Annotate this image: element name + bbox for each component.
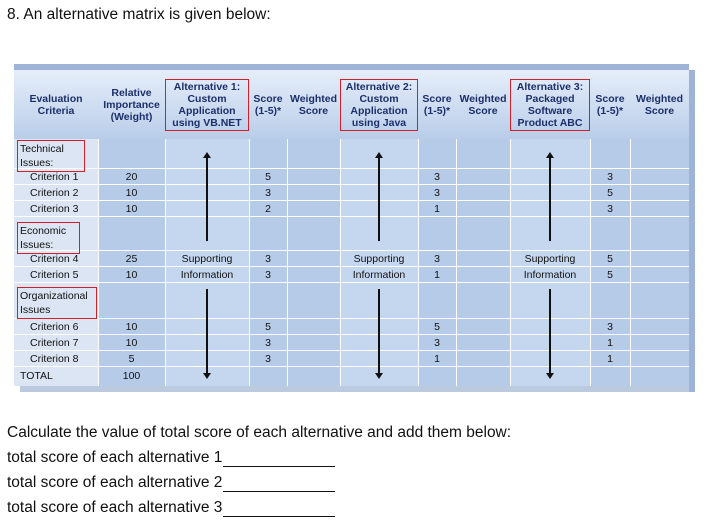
score-alt2: 3	[434, 252, 440, 265]
group-technical-issues: Technical Issues:	[17, 140, 85, 172]
score-alt3: 3	[607, 320, 613, 333]
score-alt3: 3	[607, 202, 613, 215]
header-relative-importance: Relative Importance (Weight)	[103, 86, 160, 123]
header-score-1: Score (1-5)*	[253, 92, 283, 117]
criterion-weight: 10	[125, 268, 138, 281]
score-alt3: 5	[607, 268, 613, 281]
criterion-weight: 10	[125, 320, 138, 333]
score-alt1: 3	[265, 268, 271, 281]
answer-line-3	[7, 499, 335, 517]
table-right-band	[689, 70, 695, 392]
arrow-down-icon	[549, 289, 551, 374]
total-label: TOTAL	[20, 369, 53, 382]
score-alt2: 5	[434, 320, 440, 333]
header-weighted-score-1: Weighted Score	[289, 92, 338, 117]
answer-label: total score of each alternative 2	[7, 474, 223, 491]
arrow-down-icon	[378, 289, 380, 374]
criterion-weight: 20	[125, 170, 138, 183]
header-weighted-score-3: Weighted Score	[635, 92, 684, 117]
arrow-up-icon	[549, 157, 551, 241]
score-alt3: 5	[607, 252, 613, 265]
col-divider	[630, 139, 631, 386]
answer-line-2	[7, 474, 335, 492]
score-alt2: 1	[434, 202, 440, 215]
header-evaluation-criteria: Evaluation Criteria	[29, 92, 83, 117]
score-alt2: 1	[434, 352, 440, 365]
criterion-label: Criterion 8	[30, 352, 79, 365]
answer-blank[interactable]	[223, 453, 335, 467]
alternative-matrix-table	[14, 64, 689, 386]
question-title: 8. An alternative matrix is given below:	[7, 6, 271, 23]
criterion-label: Criterion 5	[30, 268, 79, 281]
criterion-label: Criterion 1	[30, 170, 79, 183]
score-alt2: 1	[434, 268, 440, 281]
answer-label: total score of each alternative 1	[7, 449, 223, 466]
header-alternative-1: Alternative 1: Custom Application using VB.NET	[165, 70, 249, 139]
arrow-down-icon	[206, 289, 208, 374]
score-alt3: 5	[607, 186, 613, 199]
answer-blank[interactable]	[223, 503, 335, 517]
header-alternative-3: Alternative 3: Packaged Software Product ABC	[510, 70, 590, 139]
score-alt3: 3	[607, 170, 613, 183]
score-alt1: 3	[265, 186, 271, 199]
score-alt1: 2	[265, 202, 271, 215]
score-alt2: 3	[434, 336, 440, 349]
supporting-info-alt3: Supporting Information	[523, 252, 577, 281]
table-header	[14, 70, 689, 139]
criterion-label: Criterion 7	[30, 336, 79, 349]
group-organizational-issues: Organizational Issues	[17, 287, 97, 319]
score-alt3: 1	[607, 336, 613, 349]
arrow-up-icon	[378, 157, 380, 241]
supporting-info-alt2: Supporting Information	[352, 252, 406, 281]
score-alt1: 5	[265, 320, 271, 333]
arrow-up-icon	[206, 157, 208, 241]
header-score-2: Score (1-5)*	[422, 92, 452, 117]
answer-line-1	[7, 449, 335, 467]
header-weighted-score-2: Weighted Score	[459, 92, 507, 117]
instruction-prompt: Calculate the value of total score of each alternative and add them below:	[7, 424, 512, 441]
criterion-weight: 10	[125, 186, 138, 199]
score-alt1: 3	[265, 352, 271, 365]
score-alt2: 3	[434, 186, 440, 199]
answer-label: total score of each alternative 3	[7, 499, 223, 516]
col-divider	[456, 139, 457, 386]
col-divider	[287, 139, 288, 386]
score-alt3: 1	[607, 352, 613, 365]
criterion-label: Criterion 2	[30, 186, 79, 199]
criterion-weight: 10	[125, 202, 138, 215]
supporting-info-alt1: Supporting Information	[180, 252, 234, 281]
header-score-3: Score (1-5)*	[595, 92, 625, 117]
score-alt1: 3	[265, 252, 271, 265]
header-alternative-2: Alternative 2: Custom Application using Java	[340, 70, 418, 139]
score-alt1: 5	[265, 170, 271, 183]
total-weight: 100	[122, 369, 141, 382]
answer-blank[interactable]	[223, 478, 335, 492]
criterion-label: Criterion 4	[30, 252, 79, 265]
row-divider	[14, 216, 689, 217]
score-alt1: 3	[265, 336, 271, 349]
group-economic-issues: Economic Issues:	[17, 222, 80, 254]
criterion-weight: 25	[125, 252, 138, 265]
criterion-label: Criterion 3	[30, 202, 79, 215]
criterion-weight: 10	[125, 336, 138, 349]
score-alt2: 3	[434, 170, 440, 183]
criterion-weight: 5	[128, 352, 135, 365]
criterion-label: Criterion 6	[30, 320, 79, 333]
